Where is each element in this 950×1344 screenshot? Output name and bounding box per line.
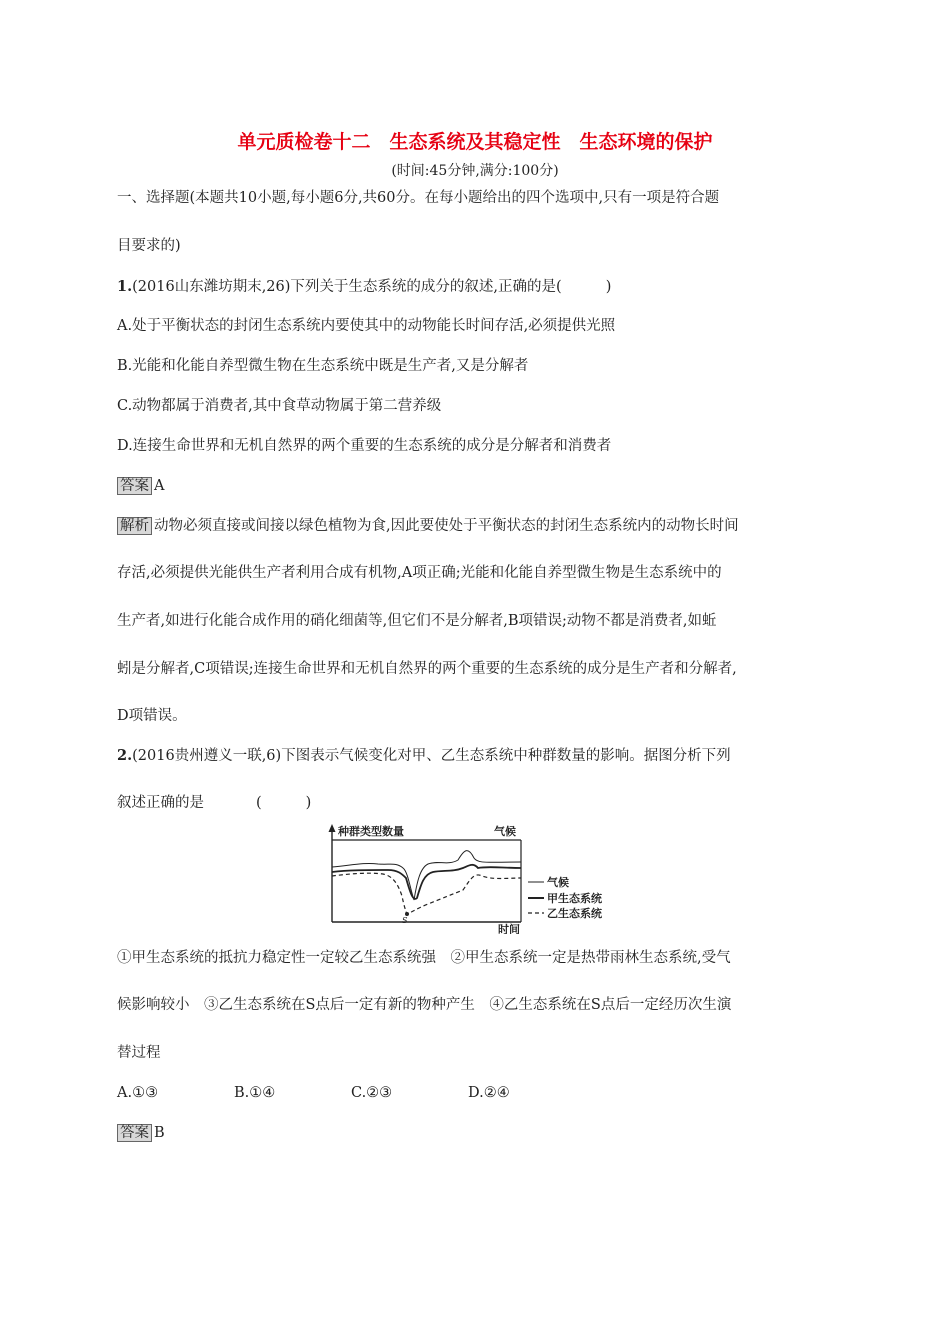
question-2-stem-line1 <box>117 746 731 766</box>
section-heading-line1: 一、选择题(本题共10小题,每小题6分,共60分。在每小题给出的四个选项中,只有一项是符合题 <box>117 190 720 206</box>
question-1-option-b: B.光能和化能自养型微生物在生态系统中既是生产者,又是分解者 <box>117 358 529 374</box>
question-2-options <box>117 1083 585 1103</box>
answer-value: A <box>154 478 165 494</box>
question-1-option-c: C.动物都属于消费者,其中食草动物属于第二营养级 <box>117 398 442 414</box>
question-1-analysis-line5: D项错误。 <box>117 708 187 724</box>
legend-ecosystem-a: 甲生态系统 <box>547 892 602 905</box>
answer-blank-open: ( <box>256 795 262 811</box>
answer-blank-close: ) <box>305 795 312 811</box>
y-axis-arrow <box>329 824 336 832</box>
ecosystem-b-line <box>332 873 521 914</box>
climate-population-figure <box>318 822 618 934</box>
question-1-option-a: A.处于平衡状态的封闭生态系统内要使其中的动物能长时间存活,必须提供光照 <box>117 318 616 334</box>
y-axis-label: 种群类型数量 <box>338 825 404 838</box>
question-2-statements-line1: ①甲生态系统的抵抗力稳定性一定较乙生态系统强 ②甲生态系统一定是热带雨林生态系统,受气 <box>117 950 731 966</box>
question-stem-text: (2016贵州遵义一联,6)下图表示气候变化对甲、乙生态系统中种群数量的影响。据图分析下列 <box>132 748 731 764</box>
answer-tag: 答案 <box>117 1124 152 1142</box>
page-subtitle: (时间:45分钟,满分:100分) <box>391 163 559 179</box>
legend-climate: 气候 <box>547 876 569 889</box>
question-2-statements-line3: 替过程 <box>117 1045 161 1061</box>
point-s-label: S <box>402 916 408 925</box>
question-2-answer <box>117 1123 165 1143</box>
question-1-answer <box>117 476 164 496</box>
question-1-option-d: D.连接生命世界和无机自然界的两个重要的生态系统的成分是分解者和消费者 <box>117 438 612 454</box>
question-2-option-a: A.①③ <box>117 1085 159 1101</box>
question-2-option-b: B.①④ <box>234 1085 276 1101</box>
question-stem-text: 叙述正确的是 <box>117 795 204 811</box>
analysis-text: 动物必须直接或间接以绿色植物为食,因此要使处于平衡状态的封闭生态系统内的动物长时间 <box>154 518 739 534</box>
question-1-analysis-line2: 存活,必须提供光能供生产者利用合成有机物,A项正确;光能和化能自养型微生物是生态系统中的 <box>117 565 722 581</box>
question-2-option-d: D.②④ <box>468 1085 510 1101</box>
question-1-analysis-line3: 生产者,如进行化能合成作用的硝化细菌等,但它们不是分解者,B项错误;动物不都是消费者,如蚯 <box>117 613 717 629</box>
answer-tag: 答案 <box>117 477 152 495</box>
x-axis-label: 时间 <box>498 923 520 934</box>
page-title: 单元质检卷十二 生态系统及其稳定性 生态环境的保护 <box>237 131 713 153</box>
question-stem-text: (2016山东潍坊期末,26)下列关于生态系统的成分的叙述,正确的是( <box>132 279 562 295</box>
question-2-option-c: C.②③ <box>351 1085 393 1101</box>
legend-ecosystem-b: 乙生态系统 <box>547 907 602 920</box>
question-stem-close: ) <box>605 279 612 295</box>
question-2-stem-line2 <box>117 793 311 813</box>
question-number: 2. <box>117 747 133 764</box>
question-1-analysis-line1 <box>117 516 739 536</box>
question-2-statements-line2: 候影响较小 ③乙生态系统在S点后一定有新的物种产生 ④乙生态系统在S点后一定经历次生演 <box>117 997 732 1013</box>
answer-value: B <box>154 1125 165 1141</box>
section-heading-line2: 目要求的) <box>117 238 181 254</box>
analysis-tag: 解析 <box>117 517 152 535</box>
question-1-stem <box>117 277 611 297</box>
ecosystem-a-line <box>332 865 521 899</box>
question-number: 1. <box>117 278 133 295</box>
y2-axis-label: 气候 <box>494 825 516 838</box>
question-1-analysis-line4: 蚓是分解者,C项错误;连接生命世界和无机自然界的两个重要的生态系统的成分是生产者和分解者, <box>117 661 737 677</box>
